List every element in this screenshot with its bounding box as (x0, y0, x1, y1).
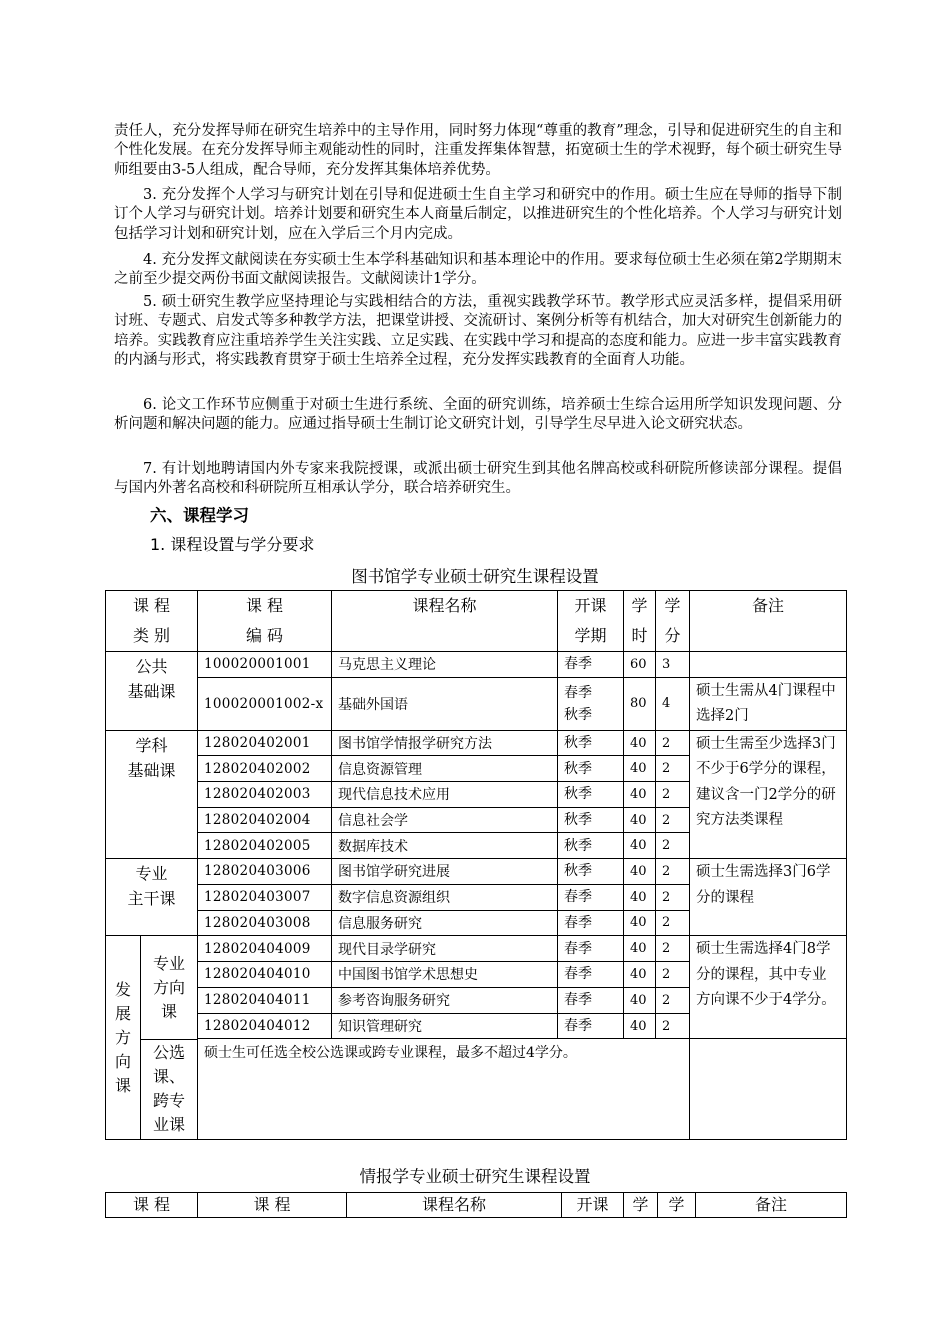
course-code: 128020402003 (198, 782, 332, 808)
t2-header-hours: 学 (624, 1193, 658, 1218)
course-credits: 2 (656, 936, 690, 962)
course-term: 春季 (558, 936, 624, 962)
course-name: 现代目录学研究 (332, 936, 558, 962)
paragraph-3: 3. 充分发挥个人学习与研究计划在引导和促进硕士生自主学习和研究中的作用。硕士生应在导师的指导下制订个人学习与研究计划。培养计划要和研究生本人商量后制定，以推进研究生的个性化培养。个人学习与研究计划包括学习计划和研究计划，应在入学后三个月内完成。 (114, 187, 842, 242)
table-row (106, 652, 847, 678)
course-name: 现代信息技术应用 (332, 782, 558, 808)
course-hours: 40 (624, 1013, 656, 1039)
course-name: 图书馆学情报学研究方法 (332, 730, 558, 756)
course-code: 128020404009 (198, 936, 332, 962)
header-term: 开课 学期 (558, 591, 624, 652)
course-credits: 2 (656, 962, 690, 988)
course-hours: 40 (624, 807, 656, 833)
remarks: 硕士生需选择4门8学分的课程，其中专业方向课不少于4学分。 (690, 936, 847, 1039)
paragraph-4: 4. 充分发挥文献阅读在夯实硕士生本学科基础知识和基本理论中的作用。要求每位硕士生必须在第2学期期末之前至少提交两份书面文献阅读报告。文献阅读计1学分。 (114, 252, 842, 288)
course-hours: 40 (624, 833, 656, 859)
course-hours: 40 (624, 962, 656, 988)
remarks (690, 652, 847, 678)
course-term: 秋季 (558, 756, 624, 782)
course-name: 知识管理研究 (332, 1013, 558, 1039)
course-term: 秋季 (558, 833, 624, 859)
course-credits: 2 (656, 807, 690, 833)
t2-header-credits: 学 (658, 1193, 696, 1218)
course-category: 学科 基础课 (106, 730, 198, 858)
course-hours: 60 (624, 652, 656, 678)
table2-title: 情报学专业硕士研究生课程设置 (359, 1167, 591, 1186)
course-name: 基础外国语 (332, 677, 558, 730)
header-remarks: 备注 (690, 591, 847, 652)
course-name: 图书馆学研究进展 (332, 859, 558, 885)
course-hours: 40 (624, 782, 656, 808)
course-hours: 40 (624, 859, 656, 885)
course-name: 参考咨询服务研究 (332, 987, 558, 1013)
course-credits: 2 (656, 987, 690, 1013)
course-credits: 4 (656, 677, 690, 730)
category-development (106, 936, 198, 1140)
t2-header-remarks: 备注 (696, 1193, 847, 1218)
course-code: 128020404011 (198, 987, 332, 1013)
course-code: 100020001001 (198, 652, 332, 678)
course-code: 128020402005 (198, 833, 332, 859)
course-term: 春季 (558, 652, 624, 678)
course-name: 信息资源管理 (332, 756, 558, 782)
header-category: 课 程 类 别 (106, 591, 198, 652)
course-credits: 3 (656, 652, 690, 678)
table1-title: 图书馆学专业硕士研究生课程设置 (351, 567, 599, 586)
course-code: 128020404010 (198, 962, 332, 988)
t2-header-category: 课 程 (106, 1193, 198, 1218)
t2-header-code: 课 程 (198, 1193, 347, 1218)
course-code: 128020403007 (198, 884, 332, 910)
table2-information-science-courses (105, 1192, 847, 1218)
header-credits: 学 分 (656, 591, 690, 652)
t2-header-term: 开课 (562, 1193, 624, 1218)
t2-header-course-name: 课程名称 (347, 1193, 562, 1218)
course-hours: 40 (624, 756, 656, 782)
paragraph-5: 5. 硕士研究生教学应坚持理论与实践相结合的方法，重视实践教学环节。教学形式应灵活多样，提倡采用研讨班、专题式、启发式等多种教学方法，把课堂讲授、交流研讨、案例分析等有机结合，加大对研究生创新能力的培养。实践教育应注重培养学生关注实践、立足实践、在实践中学习和提高的态度和能力。应进一步丰富实践教育的内涵与形式，将实践教育贯穿于硕士生培养全过程，充分发挥实践教育的全面育人功能。 (114, 294, 842, 369)
course-term: 秋季 (558, 782, 624, 808)
course-credits: 2 (656, 782, 690, 808)
course-name: 中国图书馆学术思想史 (332, 962, 558, 988)
course-term: 秋季 (558, 730, 624, 756)
course-code: 128020402001 (198, 730, 332, 756)
course-credits: 2 (656, 859, 690, 885)
course-category: 专业 主干课 (106, 859, 198, 936)
course-name: 数字信息资源组织 (332, 884, 558, 910)
course-term: 春季 (558, 1013, 624, 1039)
paragraph-6: 6. 论文工作环节应侧重于对硕士生进行系统、全面的研究训练，培养硕士生综合运用所学知识发现问题、分析问题和解决问题的能力。应通过指导硕士生制订论文研究计划，引导学生尽早进入论文研究状态。 (114, 397, 842, 433)
remarks: 硕士生需至少选择3门不少于6学分的课程，建议含一门2学分的研究方法类课程 (690, 730, 847, 858)
category-development-label: 发 展 方 向 课 (106, 936, 141, 1139)
course-term: 秋季 (558, 807, 624, 833)
elective-description: 硕士生可任选全校公选课或跨专业课程，最多不超过4学分。 (198, 1039, 690, 1140)
subsection-heading: 1. 课程设置与学分要求 (150, 535, 315, 554)
header-course-name: 课程名称 (332, 591, 558, 652)
course-code: 128020403008 (198, 910, 332, 936)
course-hours: 40 (624, 987, 656, 1013)
table-row (106, 677, 847, 730)
course-hours: 80 (624, 677, 656, 730)
course-term: 春季 (558, 884, 624, 910)
course-hours: 40 (624, 884, 656, 910)
course-term: 春季 (558, 910, 624, 936)
paragraph-tutor: 责任人，充分发挥导师在研究生培养中的主导作用，同时努力体现“尊重的教育”理念，引导和促进研究生的自主和个性化发展。在充分发挥导师主观能动性的同时，注重发挥集体智慧，拓宽硕士生的学术视野，每个硕士研究生导师组要由3-5人组成，配合导师，充分发挥其集体培养优势。 (114, 123, 842, 178)
course-code: 128020402002 (198, 756, 332, 782)
course-hours: 40 (624, 730, 656, 756)
table-row (106, 936, 847, 962)
course-name: 数据库技术 (332, 833, 558, 859)
table-row (106, 859, 847, 885)
course-term: 春季 秋季 (558, 677, 624, 730)
course-credits: 2 (656, 910, 690, 936)
remarks-empty (690, 1039, 847, 1140)
course-credits: 2 (656, 833, 690, 859)
course-term: 春季 (558, 962, 624, 988)
subcategory-major-direction: 专业 方向 课 (141, 936, 197, 1040)
course-name: 信息社会学 (332, 807, 558, 833)
table-row (106, 730, 847, 756)
course-code: 128020403006 (198, 859, 332, 885)
course-term: 春季 (558, 987, 624, 1013)
course-name: 信息服务研究 (332, 910, 558, 936)
remarks: 硕士生需选择3门6学分的课程 (690, 859, 847, 936)
course-name: 马克思主义理论 (332, 652, 558, 678)
header-hours: 学 时 (624, 591, 656, 652)
course-credits: 2 (656, 730, 690, 756)
table-row (106, 1039, 847, 1140)
course-credits: 2 (656, 756, 690, 782)
section-heading: 六、课程学习 (150, 506, 249, 525)
subcategory-elective: 公选 课、 跨专 业课 (152, 1043, 185, 1135)
course-credits: 2 (656, 884, 690, 910)
paragraph-7: 7. 有计划地聘请国内外专家来我院授课，或派出硕士研究生到其他名牌高校或科研院所修读部分课程。提倡与国内外著名高校和科研院所互相承认学分，联合培养研究生。 (114, 461, 842, 497)
course-code: 128020404012 (198, 1013, 332, 1039)
table1-library-science-courses (105, 590, 847, 1140)
course-credits: 2 (656, 1013, 690, 1039)
course-category: 公共 基础课 (106, 652, 198, 731)
course-code: 100020001002-x (198, 677, 332, 730)
course-term: 秋季 (558, 859, 624, 885)
course-code: 128020402004 (198, 807, 332, 833)
course-hours: 40 (624, 910, 656, 936)
header-code: 课 程 编 码 (198, 591, 332, 652)
course-hours: 40 (624, 936, 656, 962)
remarks: 硕士生需从4门课程中选择2门 (690, 677, 847, 730)
